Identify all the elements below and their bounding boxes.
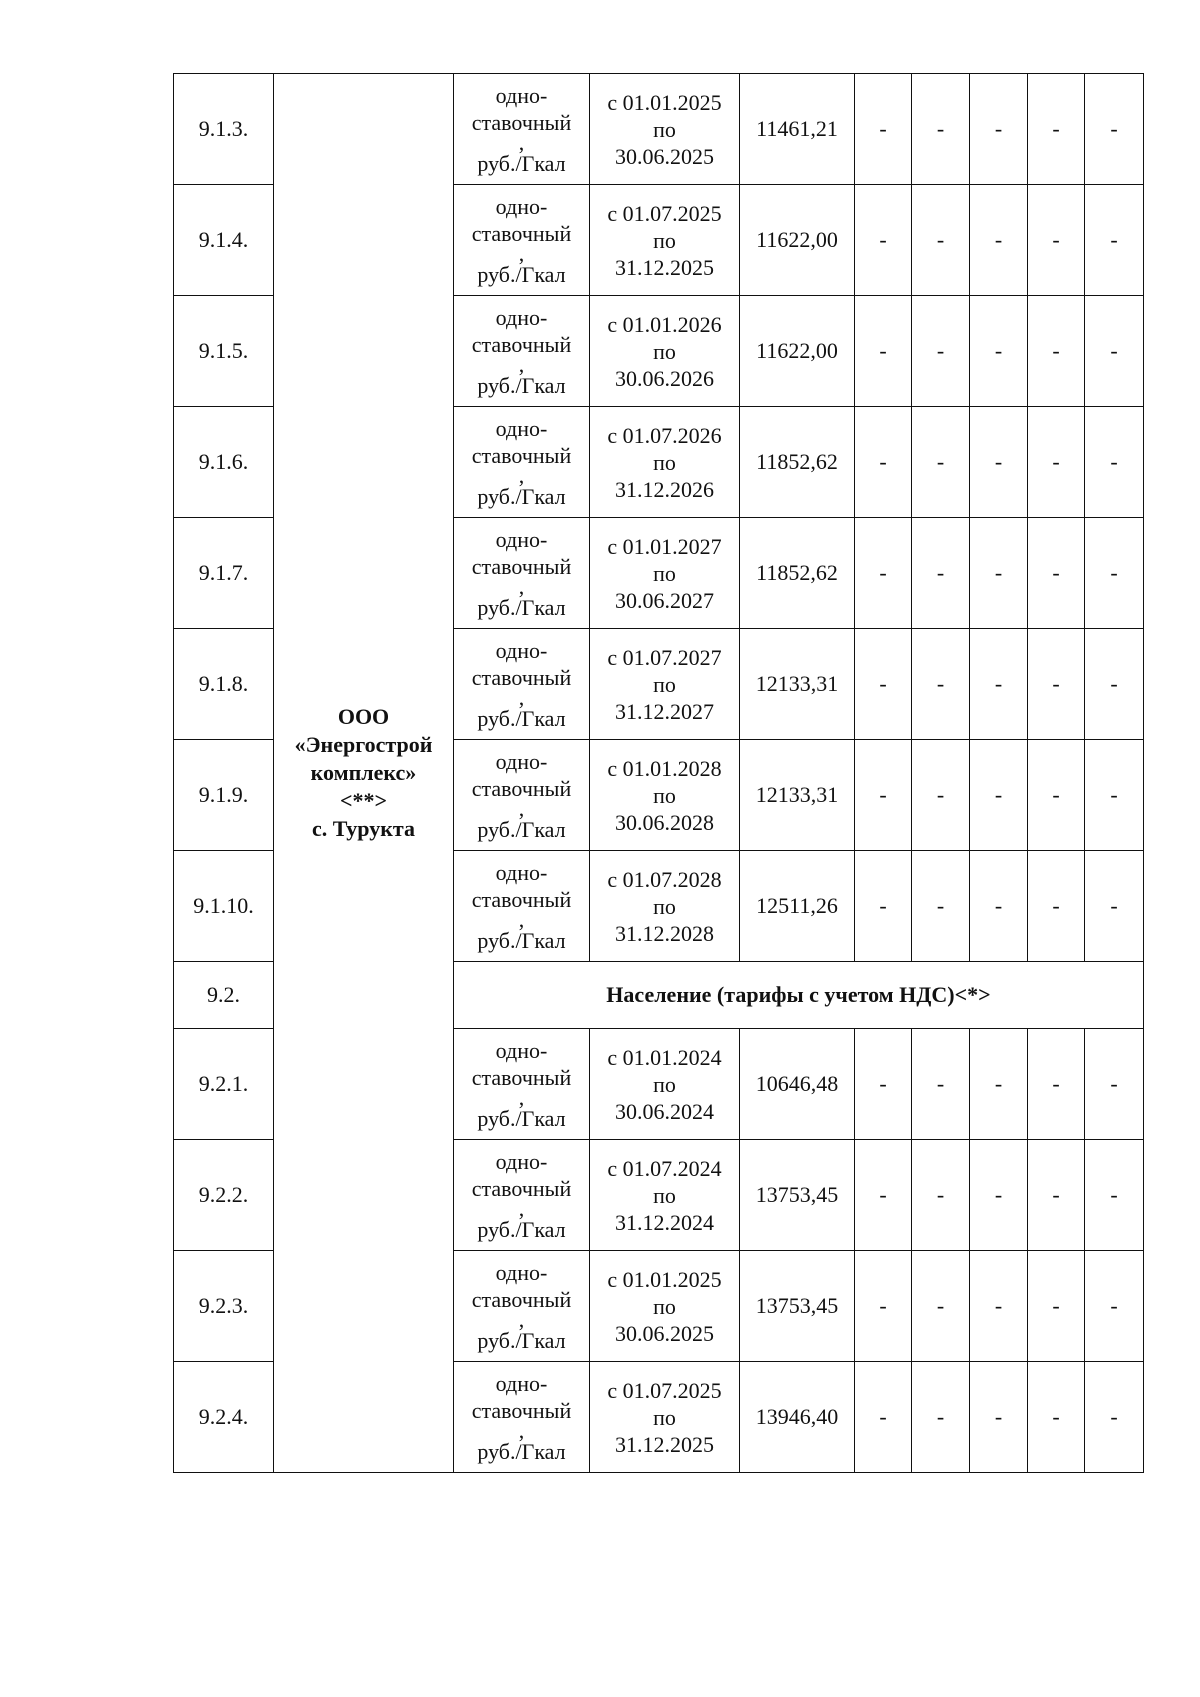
tariff-unit-cell [454,629,590,740]
empty-value-dash: - [1028,1362,1085,1473]
period-start [590,422,739,449]
empty-value-dash: - [970,1362,1028,1473]
tariff-value: 12133,31 [740,629,855,740]
tariff-unit-cell [454,1362,590,1473]
unit-text: ставочный [471,331,572,357]
tariff-unit-cell [454,851,590,962]
unit-text: ставочный [471,220,572,246]
period-cell [590,740,740,851]
unit-text: руб./Гкал [477,1216,566,1242]
unit-text: одно- [495,304,548,330]
empty-value-dash: - [912,629,970,740]
row-number: 9.1.3. [174,74,274,185]
period-to-word: по [653,449,676,475]
period-cell [590,296,740,407]
empty-value-dash: - [1085,740,1144,851]
empty-value-dash: - [855,407,912,518]
tariff-unit-cell [454,518,590,629]
empty-value-dash: - [912,74,970,185]
period-to-date: 30.06.2024 [615,1098,714,1124]
empty-value-dash: - [912,185,970,296]
period-start [590,89,739,116]
organization-name: с. Турукта [311,816,416,841]
unit-text: , [518,129,525,155]
period-to-word: по [653,671,676,697]
period-to-date: 30.06.2027 [615,587,714,613]
organization-name: «Энергострой [294,732,433,757]
row-number: 9.1.5. [174,296,274,407]
tariff-value: 13946,40 [740,1362,855,1473]
row-number: 9.1.10. [174,851,274,962]
period-from-date: 01.07.2024 [622,1155,722,1181]
empty-value-dash: - [1028,740,1085,851]
unit-text: ставочный [471,442,572,468]
period-cell [590,185,740,296]
tariff-unit-cell [454,296,590,407]
period-from-date: 01.01.2025 [622,89,722,115]
period-to-date: 30.06.2028 [615,809,714,835]
empty-value-dash: - [912,407,970,518]
period-cell [590,1029,740,1140]
tariff-value: 12133,31 [740,740,855,851]
empty-value-dash: - [855,1251,912,1362]
tariff-unit-cell [454,74,590,185]
tariff-unit-cell [454,1029,590,1140]
period-from-word: с [607,311,618,337]
empty-value-dash: - [855,851,912,962]
unit-text: одно- [495,1259,548,1285]
empty-value-dash: - [1085,851,1144,962]
period-from-word: с [607,1155,618,1181]
empty-value-dash: - [912,740,970,851]
period-to-date: 30.06.2025 [615,143,714,169]
period-to-date: 31.12.2025 [615,254,714,280]
period-from-date: 01.07.2027 [622,644,722,670]
period-from-date: 01.07.2026 [622,422,722,448]
unit-text: , [518,1195,525,1221]
empty-value-dash: - [912,851,970,962]
empty-value-dash: - [970,296,1028,407]
unit-text: ставочный [471,109,572,135]
empty-value-dash: - [912,518,970,629]
period-start [590,866,739,893]
row-number: 9.1.8. [174,629,274,740]
period-cell [590,518,740,629]
empty-value-dash: - [855,1362,912,1473]
empty-value-dash: - [1085,407,1144,518]
tariff-value: 11461,21 [740,74,855,185]
unit-text: ставочный [471,775,572,801]
tariff-value: 12511,26 [740,851,855,962]
period-to-word: по [653,782,676,808]
unit-text: руб./Гкал [477,372,566,398]
period-start [590,1266,739,1293]
unit-text: одно- [495,526,548,552]
row-number: 9.2. [174,962,274,1029]
unit-text: руб./Гкал [477,594,566,620]
empty-value-dash: - [970,851,1028,962]
period-from-word: с [607,89,618,115]
unit-text: , [518,1084,525,1110]
tariff-value: 11852,62 [740,518,855,629]
unit-text: руб./Гкал [477,816,566,842]
row-number: 9.2.4. [174,1362,274,1473]
empty-value-dash: - [970,740,1028,851]
period-to-date: 30.06.2026 [615,365,714,391]
empty-value-dash: - [970,1251,1028,1362]
unit-text: одно- [495,415,548,441]
empty-value-dash: - [855,74,912,185]
tariff-value: 10646,48 [740,1029,855,1140]
unit-text: руб./Гкал [477,1327,566,1353]
period-from-date: 01.01.2027 [622,533,722,559]
empty-value-dash: - [1028,296,1085,407]
period-from-word: с [607,200,618,226]
period-to-word: по [653,1404,676,1430]
tariff-unit-cell [454,1140,590,1251]
unit-text: ставочный [471,553,572,579]
unit-text: , [518,351,525,377]
unit-text: ставочный [471,664,572,690]
period-to-word: по [653,560,676,586]
unit-text: , [518,906,525,932]
period-to-word: по [653,1071,676,1097]
row-number: 9.1.4. [174,185,274,296]
period-from-word: с [607,1266,618,1292]
period-start [590,644,739,671]
empty-value-dash: - [855,518,912,629]
period-from-word: с [607,1044,618,1070]
unit-text: руб./Гкал [477,1438,566,1464]
period-start [590,200,739,227]
empty-value-dash: - [855,185,912,296]
unit-text: руб./Гкал [477,483,566,509]
empty-value-dash: - [855,740,912,851]
row-number: 9.1.7. [174,518,274,629]
period-to-date: 30.06.2025 [615,1320,714,1346]
period-cell [590,629,740,740]
period-start [590,755,739,782]
tariff-value: 13753,45 [740,1140,855,1251]
empty-value-dash: - [1085,629,1144,740]
unit-text: , [518,684,525,710]
empty-value-dash: - [1085,296,1144,407]
empty-value-dash: - [970,1029,1028,1140]
empty-value-dash: - [855,629,912,740]
period-start [590,311,739,338]
empty-value-dash: - [1085,518,1144,629]
row-number: 9.1.6. [174,407,274,518]
tariff-value: 11622,00 [740,296,855,407]
period-from-word: с [607,755,618,781]
tariff-unit-cell [454,1251,590,1362]
tariff-unit-cell [454,740,590,851]
unit-text: одно- [495,859,548,885]
period-from-word: с [607,644,618,670]
period-to-word: по [653,1182,676,1208]
empty-value-dash: - [970,74,1028,185]
row-number: 9.2.2. [174,1140,274,1251]
unit-text: ставочный [471,1175,572,1201]
row-number: 9.2.1. [174,1029,274,1140]
period-cell [590,74,740,185]
unit-text: руб./Гкал [477,1105,566,1131]
unit-text: одно- [495,1148,548,1174]
period-cell [590,1362,740,1473]
unit-text: одно- [495,193,548,219]
empty-value-dash: - [912,1029,970,1140]
period-from-date: 01.07.2025 [622,200,722,226]
unit-text: , [518,1417,525,1443]
tariff-value: 11852,62 [740,407,855,518]
empty-value-dash: - [1085,1362,1144,1473]
period-from-date: 01.07.2025 [622,1377,722,1403]
unit-text: , [518,573,525,599]
period-cell [590,407,740,518]
tariff-unit-cell [454,185,590,296]
period-start [590,1044,739,1071]
period-to-word: по [653,116,676,142]
unit-text: одно- [495,1370,548,1396]
empty-value-dash: - [1028,629,1085,740]
period-to-word: по [653,227,676,253]
empty-value-dash: - [1028,851,1085,962]
tariff-table-body [174,74,1144,1473]
period-to-date: 31.12.2025 [615,1431,714,1457]
empty-value-dash: - [1028,1251,1085,1362]
period-from-date: 01.07.2028 [622,866,722,892]
period-from-date: 01.01.2025 [622,1266,722,1292]
empty-value-dash: - [1028,1140,1085,1251]
period-to-date: 31.12.2027 [615,698,714,724]
period-from-word: с [607,422,618,448]
tariff-unit-cell [454,407,590,518]
empty-value-dash: - [1085,185,1144,296]
empty-value-dash: - [970,518,1028,629]
period-to-word: по [653,338,676,364]
tariff-table [173,73,1144,1473]
row-number: 9.2.3. [174,1251,274,1362]
empty-value-dash: - [855,1140,912,1251]
unit-text: ставочный [471,1286,572,1312]
empty-value-dash: - [1085,74,1144,185]
period-to-date: 31.12.2026 [615,476,714,502]
unit-text: одно- [495,1037,548,1063]
period-from-word: с [607,533,618,559]
empty-value-dash: - [1028,74,1085,185]
empty-value-dash: - [1085,1029,1144,1140]
period-to-word: по [653,893,676,919]
organization-cell [274,74,454,1473]
unit-text: одно- [495,637,548,663]
period-start [590,533,739,560]
period-cell [590,1251,740,1362]
period-cell [590,851,740,962]
period-from-date: 01.01.2024 [622,1044,722,1070]
period-from-word: с [607,1377,618,1403]
unit-text: , [518,795,525,821]
empty-value-dash: - [970,407,1028,518]
empty-value-dash: - [1028,185,1085,296]
empty-value-dash: - [912,296,970,407]
unit-text: руб./Гкал [477,261,566,287]
empty-value-dash: - [912,1251,970,1362]
period-to-date: 31.12.2028 [615,920,714,946]
unit-text: ставочный [471,886,572,912]
period-from-word: с [607,866,618,892]
empty-value-dash: - [1085,1140,1144,1251]
tariff-value: 11622,00 [740,185,855,296]
organization-name: комплекс» [310,760,417,785]
empty-value-dash: - [912,1362,970,1473]
unit-text: одно- [495,748,548,774]
empty-value-dash: - [912,1140,970,1251]
period-to-word: по [653,1293,676,1319]
unit-text: ставочный [471,1064,572,1090]
empty-value-dash: - [970,629,1028,740]
unit-text: руб./Гкал [477,705,566,731]
tariff-value: 13753,45 [740,1251,855,1362]
unit-text: , [518,462,525,488]
empty-value-dash: - [855,1029,912,1140]
organization-name: ООО [337,704,390,729]
row-number: 9.1.9. [174,740,274,851]
table-row [174,74,1144,185]
empty-value-dash: - [970,185,1028,296]
empty-value-dash: - [970,1140,1028,1251]
empty-value-dash: - [1028,407,1085,518]
empty-value-dash: - [1085,1251,1144,1362]
unit-text: одно- [495,82,548,108]
unit-text: руб./Гкал [477,150,566,176]
unit-text: ставочный [471,1397,572,1423]
organization-name: <**> [339,788,388,813]
unit-text: руб./Гкал [477,927,566,953]
unit-text: , [518,1306,525,1332]
period-start [590,1155,739,1182]
period-from-date: 01.01.2026 [622,311,722,337]
period-start [590,1377,739,1404]
period-to-date: 31.12.2024 [615,1209,714,1235]
empty-value-dash: - [855,296,912,407]
period-from-date: 01.01.2028 [622,755,722,781]
unit-text: , [518,240,525,266]
empty-value-dash: - [1028,1029,1085,1140]
empty-value-dash: - [1028,518,1085,629]
section-title: Население (тарифы с учетом НДС)<*> [454,962,1144,1029]
period-cell [590,1140,740,1251]
